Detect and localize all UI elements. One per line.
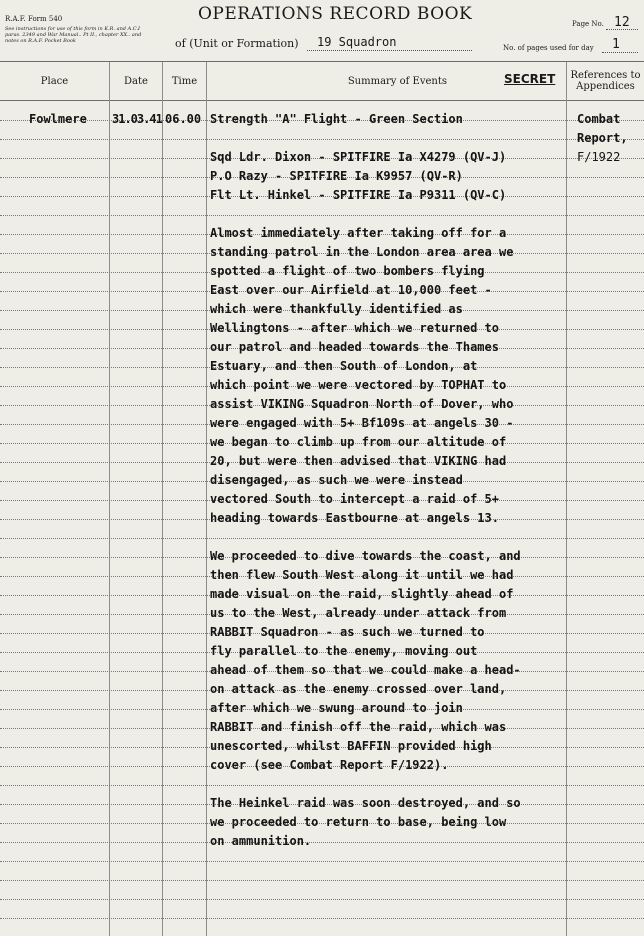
summary-line: us to the West, already under attack from — [210, 606, 507, 620]
summary-line: cover (see Combat Report F/1922). — [210, 758, 449, 772]
summary-line: Estuary, and then South of London, at — [210, 359, 478, 373]
unit-label: of (Unit or Formation) — [175, 37, 299, 50]
page-number-underline — [606, 29, 638, 30]
summary-line: on ammunition. — [210, 834, 312, 848]
column-header-summary: Summary of Events — [347, 75, 447, 87]
page-number-value: 12 — [614, 15, 630, 30]
ruled-row — [0, 861, 644, 881]
pages-used-label: No. of pages used for day — [503, 44, 594, 52]
summary-line: vectored South to intercept a raid of 5+ — [210, 492, 499, 506]
unit-value: 19 Squadron — [317, 35, 397, 49]
summary-line: Wellingtons - after which we returned to — [210, 321, 499, 335]
summary-line: Almost immediately after taking off for a — [210, 226, 507, 240]
summary-line: spotted a flight of two bombers flying — [210, 264, 485, 278]
ruled-row — [0, 899, 644, 919]
column-header-time: Time — [171, 75, 198, 87]
summary-line: disengaged, as such we were instead — [210, 473, 463, 487]
summary-line: heading towards Eastbourne at angels 13. — [210, 511, 499, 525]
pages-used-value: 1 — [612, 37, 620, 52]
summary-line: unescorted, whilst BAFFIN provided high — [210, 739, 492, 753]
summary-line: standing patrol in the London area area we — [210, 245, 514, 259]
form-instructions: See instructions for use of this form in K.R. and A.C.I paras. 2349 and War Manual.. Pt II., chapter XX.. and notes on R.A.F. Pocket Book — [5, 26, 142, 44]
entry-place: Fowlmere — [29, 112, 87, 126]
column-header-date: Date — [124, 75, 148, 87]
ruled-row — [0, 880, 644, 900]
summary-line: 20, but were then advised that VIKING had — [210, 454, 507, 468]
pages-used-underline — [602, 52, 638, 53]
summary-line: we proceeded to return to base, being low — [210, 815, 507, 829]
summary-line: then flew South West along it until we had — [210, 568, 514, 582]
column-header-references: References to Appendices — [570, 70, 641, 92]
summary-line: our patrol and headed towards the Thames — [210, 340, 499, 354]
summary-line: after which we swung around to join — [210, 701, 463, 715]
summary-line: Flt Lt. Hinkel - SPITFIRE Ia P9311 (QV-C) — [210, 188, 507, 202]
entry-date: 31.03.41 — [112, 112, 162, 126]
summary-line: were engaged with 5+ Bf109s at angels 30 - — [210, 416, 514, 430]
summary-line: fly parallel to the enemy, moving out — [210, 644, 478, 658]
summary-line: on attack as the enemy crossed over land, — [210, 682, 507, 696]
entry-time: 06.00 — [165, 112, 202, 126]
summary-line: P.O Razy - SPITFIRE Ia K9957 (QV-R) — [210, 169, 463, 183]
reference-line: Report, — [577, 131, 628, 145]
summary-line: RABBIT Squadron - as such we turned to — [210, 625, 485, 639]
page-number-label: Page No. — [572, 20, 604, 28]
summary-line: which point we were vectored by TOPHAT to — [210, 378, 507, 392]
summary-line: made visual on the raid, slightly ahead of — [210, 587, 514, 601]
summary-line: ahead of them so that we could make a head- — [210, 663, 521, 677]
secret-stamp: SECRET — [504, 72, 556, 86]
summary-line: Strength "A" Flight - Green Section — [210, 112, 463, 126]
reference-line: F/1922 — [577, 150, 621, 164]
summary-line: RABBIT and finish off the raid, which was — [210, 720, 507, 734]
page-title: OPERATIONS RECORD BOOK — [198, 4, 473, 24]
summary-line: East over our Airfield at 10,000 feet - — [210, 283, 492, 297]
summary-line: we began to climb up from our altitude of — [210, 435, 507, 449]
unit-underline — [307, 50, 472, 51]
summary-line: We proceeded to dive towards the coast, and — [210, 549, 521, 563]
summary-line: which were thankfully identified as — [210, 302, 463, 316]
summary-line: assist VIKING Squadron North of Dover, who — [210, 397, 514, 411]
summary-line: Sqd Ldr. Dixon - SPITFIRE Ia X4279 (QV-J) — [210, 150, 507, 164]
form-number: R.A.F. Form 540 — [5, 15, 63, 23]
column-header-place: Place — [40, 75, 69, 87]
summary-line: The Heinkel raid was soon destroyed, and so — [210, 796, 521, 810]
reference-line: Combat — [577, 112, 621, 126]
